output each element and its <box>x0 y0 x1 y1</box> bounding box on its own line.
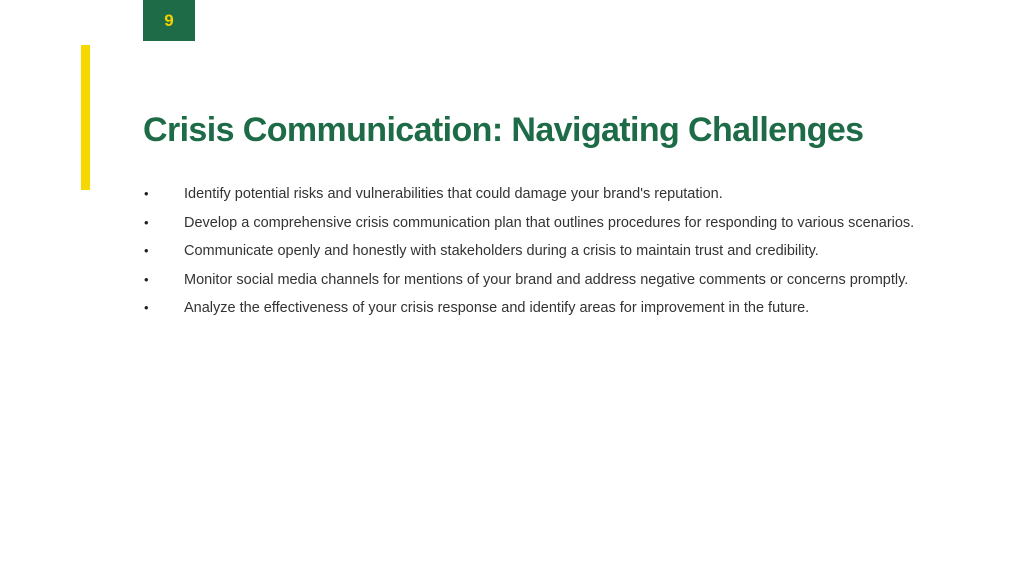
bullet-icon: • <box>144 243 149 258</box>
bullet-item <box>143 180 944 209</box>
bullet-icon: • <box>144 300 149 315</box>
bullet-list <box>143 180 944 323</box>
bullet-icon: • <box>144 186 149 201</box>
bullet-icon: • <box>144 214 149 230</box>
page-number-badge <box>143 0 195 41</box>
bullet-item <box>143 237 944 266</box>
bullet-item <box>143 266 944 295</box>
slide-title: Crisis Communication: Navigating Challenges <box>143 111 864 149</box>
bullet-icon: • <box>144 271 149 287</box>
bullet-text: Develop a comprehensive crisis communication plan that outlines procedures for responding to various scenarios. <box>184 214 915 231</box>
bullet-text: Monitor social media channels for mentions of your brand and address negative comments or concerns promptly. <box>184 271 909 288</box>
bullet-item <box>143 294 944 323</box>
bullet-text: Identify potential risks and vulnerabilities that could damage your brand's reputation. <box>184 186 723 202</box>
bullet-item <box>143 209 944 238</box>
page-number: 9 <box>164 10 174 30</box>
bullet-text: Analyze the effectiveness of your crisis response and identify areas for improvement in the future. <box>184 300 810 316</box>
bullet-text: Communicate openly and honestly with stakeholders during a crisis to maintain trust and credibility. <box>184 243 819 259</box>
accent-bar <box>81 45 90 190</box>
